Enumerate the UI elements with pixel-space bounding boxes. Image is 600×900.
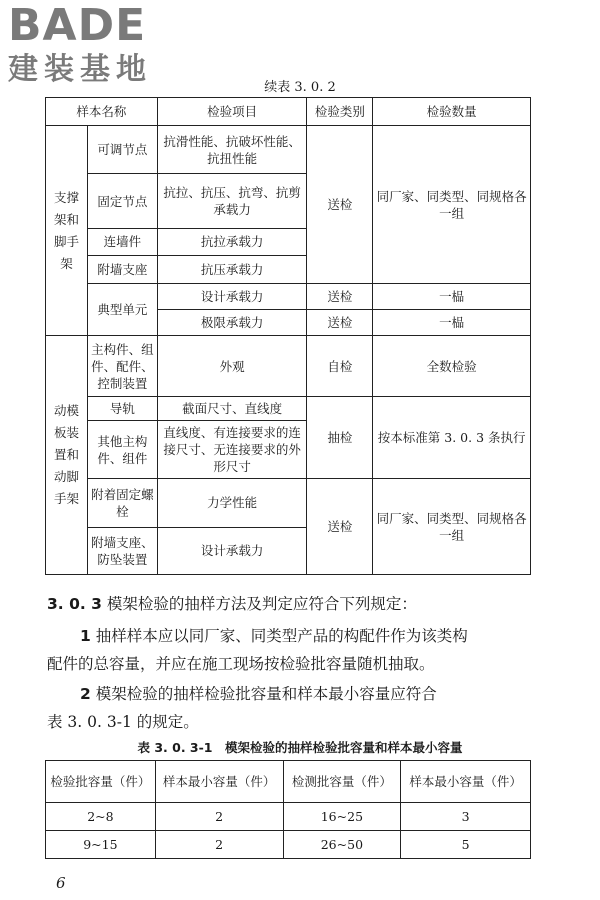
header-min-sample-a: 样本最小容量（件） bbox=[155, 761, 283, 803]
merged-type-b: 抽检 bbox=[307, 396, 373, 479]
row-item: 力学性能 bbox=[157, 479, 307, 527]
row-qty: 一榀 bbox=[373, 310, 531, 336]
section-heading bbox=[47, 592, 600, 614]
row-type: 送检 bbox=[307, 284, 373, 310]
row-name: 连墙件 bbox=[87, 228, 157, 255]
row-name: 固定节点 bbox=[87, 174, 157, 228]
row-item: 抗压承载力 bbox=[157, 255, 307, 283]
row-name: 典型单元 bbox=[87, 284, 157, 336]
cell: 2 bbox=[155, 831, 283, 859]
item2-number: 2 bbox=[80, 685, 91, 703]
row-item: 抗拉承载力 bbox=[157, 228, 307, 255]
row-name: 导轨 bbox=[87, 396, 157, 420]
row-qty: 全数检验 bbox=[373, 336, 531, 396]
table-header-row bbox=[46, 761, 531, 803]
row-name: 附墙支座 bbox=[87, 255, 157, 283]
section-number: 3. 0. 3 bbox=[47, 595, 102, 613]
header-lot-size-b: 检测批容量（件） bbox=[283, 761, 401, 803]
page-number: 6 bbox=[56, 874, 66, 892]
cell: 2~8 bbox=[46, 803, 156, 831]
row-item: 设计承载力 bbox=[157, 527, 307, 574]
header-item: 检验项目 bbox=[157, 98, 307, 126]
header-type: 检验类别 bbox=[307, 98, 373, 126]
table-row bbox=[46, 831, 531, 859]
item2-line1 bbox=[80, 682, 540, 704]
cell: 3 bbox=[401, 803, 531, 831]
header-lot-size-a: 检验批容量（件） bbox=[46, 761, 156, 803]
cell: 2 bbox=[155, 803, 283, 831]
row-qty: 一榀 bbox=[373, 284, 531, 310]
item2-text-b: 表 3. 0. 3-1 的规定。 bbox=[47, 713, 199, 731]
table-row bbox=[46, 479, 531, 527]
row-item: 抗滑性能、抗破坏性能、抗扭性能 bbox=[157, 126, 307, 174]
inspection-table bbox=[45, 97, 531, 575]
table-row bbox=[46, 126, 531, 174]
row-name: 可调节点 bbox=[87, 126, 157, 174]
cell: 9~15 bbox=[46, 831, 156, 859]
table-row bbox=[46, 803, 531, 831]
table-row bbox=[46, 396, 531, 420]
row-name: 附着固定螺栓 bbox=[87, 479, 157, 527]
merged-qty-c: 同厂家、同类型、同规格各一组 bbox=[373, 479, 531, 575]
sampling-table bbox=[45, 760, 531, 859]
row-item: 截面尺寸、直线度 bbox=[157, 396, 307, 420]
row-type: 自检 bbox=[307, 336, 373, 396]
row-name: 主构件、组件、配件、控制装置 bbox=[87, 336, 157, 396]
cell: 26~50 bbox=[283, 831, 401, 859]
table1-caption: 续表 3. 0. 2 bbox=[264, 80, 336, 95]
cell: 16~25 bbox=[283, 803, 401, 831]
row-item: 设计承载力 bbox=[157, 284, 307, 310]
row-type: 送检 bbox=[307, 310, 373, 336]
group-moving-formwork: 动模板装置和动脚手架 bbox=[46, 336, 88, 575]
header-sample-name: 样本名称 bbox=[46, 98, 158, 126]
item1-line1 bbox=[80, 624, 540, 646]
logo-sub: 建装基地 bbox=[8, 52, 152, 87]
merged-qty-b: 按本标准第 3. 0. 3 条执行 bbox=[373, 396, 531, 479]
header-qty: 检验数量 bbox=[373, 98, 531, 126]
table2-caption: 表 3. 0. 3-1 模架检验的抽样检验批容量和样本最小容量 bbox=[137, 740, 463, 755]
group-support-scaffold: 支撑架和脚手架 bbox=[46, 126, 88, 336]
row-item: 外观 bbox=[157, 336, 307, 396]
merged-qty-a: 同厂家、同类型、同规格各一组 bbox=[373, 126, 531, 284]
row-name: 其他主构件、组件 bbox=[87, 420, 157, 478]
item1-text-a: 抽样样本应以同厂家、同类型产品的构配件作为该类构 bbox=[95, 627, 468, 645]
item1-number: 1 bbox=[80, 627, 91, 645]
item1-text-b: 配件的总容量，并应在施工现场按检验批容量随机抽取。 bbox=[47, 655, 435, 673]
section-title: 模架检验的抽样方法及判定应符合下列规定： bbox=[106, 595, 417, 613]
header-min-sample-b: 样本最小容量（件） bbox=[401, 761, 531, 803]
table-row bbox=[46, 284, 531, 310]
item2-text-a: 模架检验的抽样检验批容量和样本最小容量应符合 bbox=[95, 685, 437, 703]
row-item: 直线度、有连接要求的连接尺寸、无连接要求的外形尺寸 bbox=[157, 420, 307, 478]
merged-type-c: 送检 bbox=[307, 479, 373, 575]
merged-type-a: 送检 bbox=[307, 126, 373, 284]
row-item: 抗拉、抗压、抗弯、抗剪承载力 bbox=[157, 174, 307, 228]
table-header-row bbox=[46, 98, 531, 126]
cell: 5 bbox=[401, 831, 531, 859]
row-item: 极限承载力 bbox=[157, 310, 307, 336]
logo-main: BADE bbox=[8, 0, 147, 51]
row-name: 附墙支座、防坠装置 bbox=[87, 527, 157, 574]
table-row bbox=[46, 336, 531, 396]
